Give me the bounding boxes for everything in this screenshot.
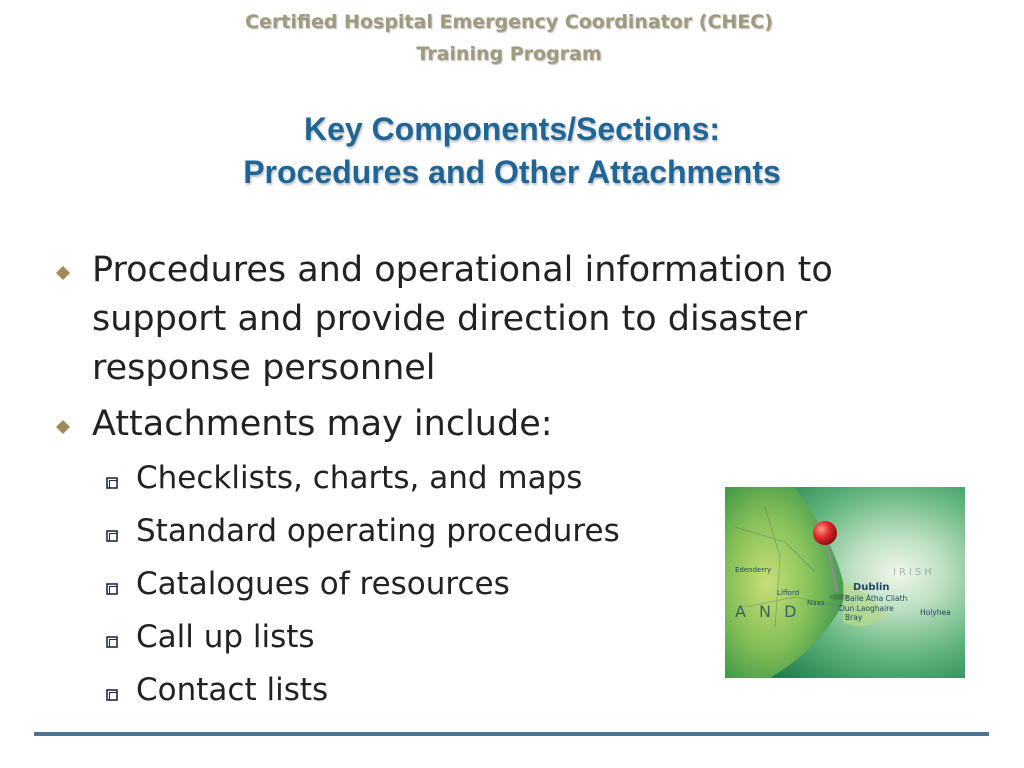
program-title-line-1: Certified Hospital Emergency Coordinator (CHEC) xyxy=(245,11,773,33)
sub-bullet-text: Call up lists xyxy=(136,619,315,655)
bullet-text-line: Attachments may include: xyxy=(92,404,553,444)
sub-bullet-text: Contact lists xyxy=(136,672,329,708)
square-bullet-icon xyxy=(106,583,118,595)
map-label: Naas xyxy=(807,599,825,607)
bullet-text-line: support and provide direction to disaster xyxy=(92,299,808,339)
section-title-line-1: Key Components/Sections: xyxy=(303,111,721,147)
pushpin-icon xyxy=(813,521,837,545)
sub-bullet-text: Checklists, charts, and maps xyxy=(136,460,583,496)
map-illustration xyxy=(725,487,965,678)
map-label: Edenderry xyxy=(735,566,772,574)
section-title-line-2: Procedures and Other Attachments xyxy=(243,154,781,190)
sub-bullet-text: Catalogues of resources xyxy=(136,566,510,602)
square-bullet-icon xyxy=(106,530,118,542)
map-label: Holyhea xyxy=(920,608,951,617)
map-label: Lifford xyxy=(777,589,800,597)
map-pushpin-photo xyxy=(725,487,965,678)
map-label: Dun Laoghaire xyxy=(839,604,894,613)
map-label: Bray xyxy=(845,613,863,622)
sub-bullet-text: Standard operating procedures xyxy=(136,513,620,549)
map-label: Baile Átha Cliath xyxy=(845,594,908,603)
program-title xyxy=(0,6,1018,70)
square-bullet-icon xyxy=(106,636,118,648)
section-title xyxy=(0,108,1024,194)
diamond-bullet-icon xyxy=(56,420,70,434)
bullet-text-line: response personnel xyxy=(92,348,436,388)
map-label: A N D xyxy=(735,602,801,621)
square-bullet-icon xyxy=(106,477,118,489)
map-label: Dublin xyxy=(853,582,890,593)
program-title-line-2: Training Program xyxy=(416,43,602,65)
diamond-bullet-icon xyxy=(56,266,70,280)
bullet-text-line: Procedures and operational information to xyxy=(92,250,833,290)
bottom-divider xyxy=(34,732,989,736)
map-label: IRISH xyxy=(893,567,935,578)
square-bullet-icon xyxy=(106,689,118,701)
